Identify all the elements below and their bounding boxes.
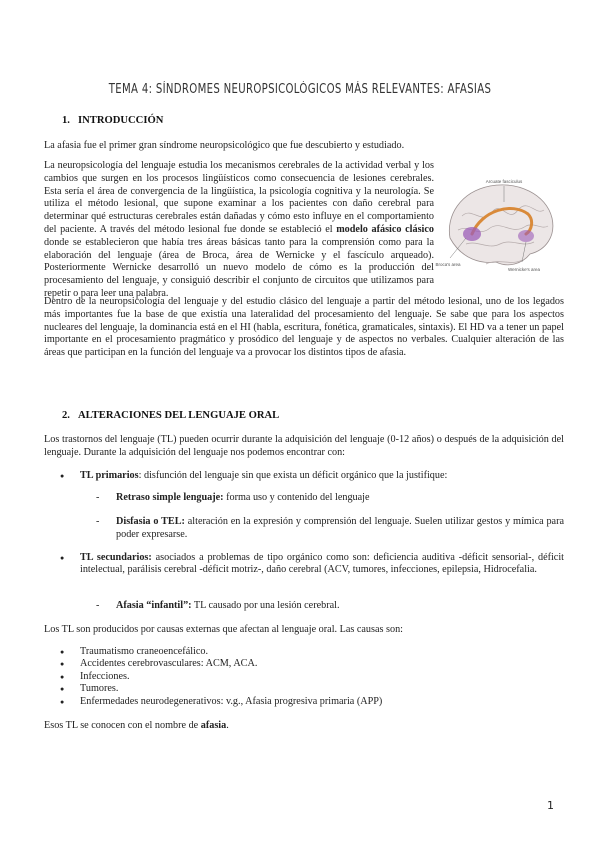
sub-item-retraso: - Retraso simple lenguaje: forma uso y contenido del lenguaje [96, 492, 370, 503]
list-item: ● Infecciones. [54, 671, 564, 683]
wernicke-area-marker [518, 230, 534, 242]
list-item: ● Enfermedades neurodegenerativos: v.g., Afasia progresiva primaria (APP) [54, 696, 564, 708]
closing-text-b: . [226, 720, 229, 731]
retraso-term: Retraso simple lenguaje: [116, 492, 224, 503]
broca-area-marker [463, 227, 481, 241]
intro-paragraph-3: Dentro de la neuropsicología del lenguaje y del estudio clásico del lenguaje a partir del método lesional, uno de los legados más importantes fue la base de que existía una lateralidad del procesamiento del lenguaje. Se sabe que para los aspectos nucleares del lenguaje, la dominancia está en el HI (habla, escritura, fonética, gramaticales, sintaxis). El HD va a tener un papel importante en el procesamiento pragmático y prosódico del lenguaje y de aspectos no verbales. Cualquier alteración de las áreas que participan en la función del lenguaje va a provocar los distintos tipos de afasia. [44, 296, 564, 359]
page-number: 1 [547, 799, 554, 812]
intro-paragraph-1: La afasia fue el primer gran síndrome neuropsicológico que fue descubierto y estudiado. [44, 140, 405, 151]
section-2-title: ALTERACIONES DEL LENGUAJE ORAL [78, 410, 280, 421]
causes-intro: Los TL son producidos por causas externas que afectan al lenguaje oral. Las causas son: [44, 624, 403, 635]
section-2-intro: Los trastornos del lenguaje (TL) pueden ocurrir durante la adquisición del lenguaje (0-12 años) o después de la adquisición del lenguaje. Durante la adquisición del lenguaje nos podemos encontrar con: [44, 434, 564, 458]
list-item: ● Traumatismo craneoencefálico. [54, 646, 564, 658]
list-item: ● Accidentes cerebrovasculares: ACM, ACA. [54, 658, 564, 670]
list-item [54, 552, 564, 577]
primary-tl-term: TL primarios [80, 470, 139, 481]
label-wernicke-area: Wernicke's area [507, 267, 541, 272]
closing-paragraph [44, 720, 564, 733]
disfasia-text: alteración en la expresión y comprensión del lenguaje. Suelen utilizar gestos y mímica para poder expresarse. [116, 516, 564, 540]
afasia-infantil-term: Afasia “infantil”: [116, 600, 192, 611]
section-2-number: 2. [62, 410, 70, 421]
secondary-tl-bullet [54, 552, 564, 577]
brain-outline [449, 185, 553, 265]
causes-list [54, 646, 564, 708]
document-title: TEMA 4: SÍNDROMES NEUROPSICOLÓGICOS MÁS RELEVANTES: AFASIAS [108, 82, 492, 97]
label-broca-area: Broca's area [435, 262, 461, 267]
intro-p2-text-b: donde se establecieron que había tres áreas básicas tanto para la comprensión como para la elaboración del lenguaje (área de Broca, área de Wernicke y el fascículo arqueado). Posteriormente Wernicke desarrolló un nuevo modelo de cómo es la producción del procesamiento del lenguaje, y consiguió describir el conjunto de circuitos que utilizamos para repetir o para leer una palabra. [44, 236, 434, 299]
label-arcuate-fasciculus: Arcuate fasciculus [485, 179, 523, 184]
intro-paragraph-2 [44, 160, 434, 301]
secondary-tl-term: TL secundarios: [80, 552, 152, 563]
afasia-infantil-text: TL causado por una lesión cerebral. [191, 600, 340, 611]
secondary-tl-text: asociados a problemas de tipo orgánico como son: deficiencia auditiva -déficit sensorial-, déficit intelectual, parálisis cerebral -déficit motriz-, daño cerebral (ACV, tumores, infecciones, epilepsia, Hidrocefalia. [80, 552, 564, 576]
primary-tl-text: : disfunción del lenguaje sin que exista un déficit orgánico que la justifique: [138, 470, 448, 481]
afasia-term: afasia [200, 720, 227, 731]
disfasia-term: Disfasia o TEL: [116, 516, 185, 527]
list-item: ● Tumores. [54, 683, 564, 695]
intro-p2-text-a: La neuropsicología del lenguaje estudia los mecanismos cerebrales de la actividad verbal y los cambios que surgen en los procesos lingüísticos como consecuencia de lesiones cerebrales. Esta sería el área de convergencia de la lingüística, la psicología cognitiva y la neurología. Se utiliza el método lesional, que supone examinar a los pacientes con daño cerebral para determinar qué estructuras cerebrales están dañadas y cómo esto influye en el comportamiento del paciente. A través del método lesional fue donde se estableció el [44, 160, 434, 235]
closing-text-a: Esos TL se conocen con el nombre de [44, 720, 201, 731]
section-2-heading [62, 410, 279, 421]
primary-tl-bullet [54, 470, 564, 482]
classic-aphasia-model-term: modelo afásico clásico [336, 223, 434, 235]
list-item [54, 470, 564, 482]
sub-item-disfasia: - Disfasia o TEL: alteración en la expresión y comprensión del lenguaje. Suelen utilizar gestos y mímica para poder expresarse. [96, 516, 564, 540]
section-1-number: 1. [62, 115, 70, 126]
sub-item-afasia-infantil: - Afasia “infantil”: TL causado por una lesión cerebral. [96, 600, 340, 611]
section-1-heading [62, 115, 163, 126]
brain-language-areas-figure [435, 176, 560, 276]
section-1-title: INTRODUCCIÓN [78, 115, 164, 126]
retraso-text: forma uso y contenido del lenguaje [223, 492, 370, 503]
